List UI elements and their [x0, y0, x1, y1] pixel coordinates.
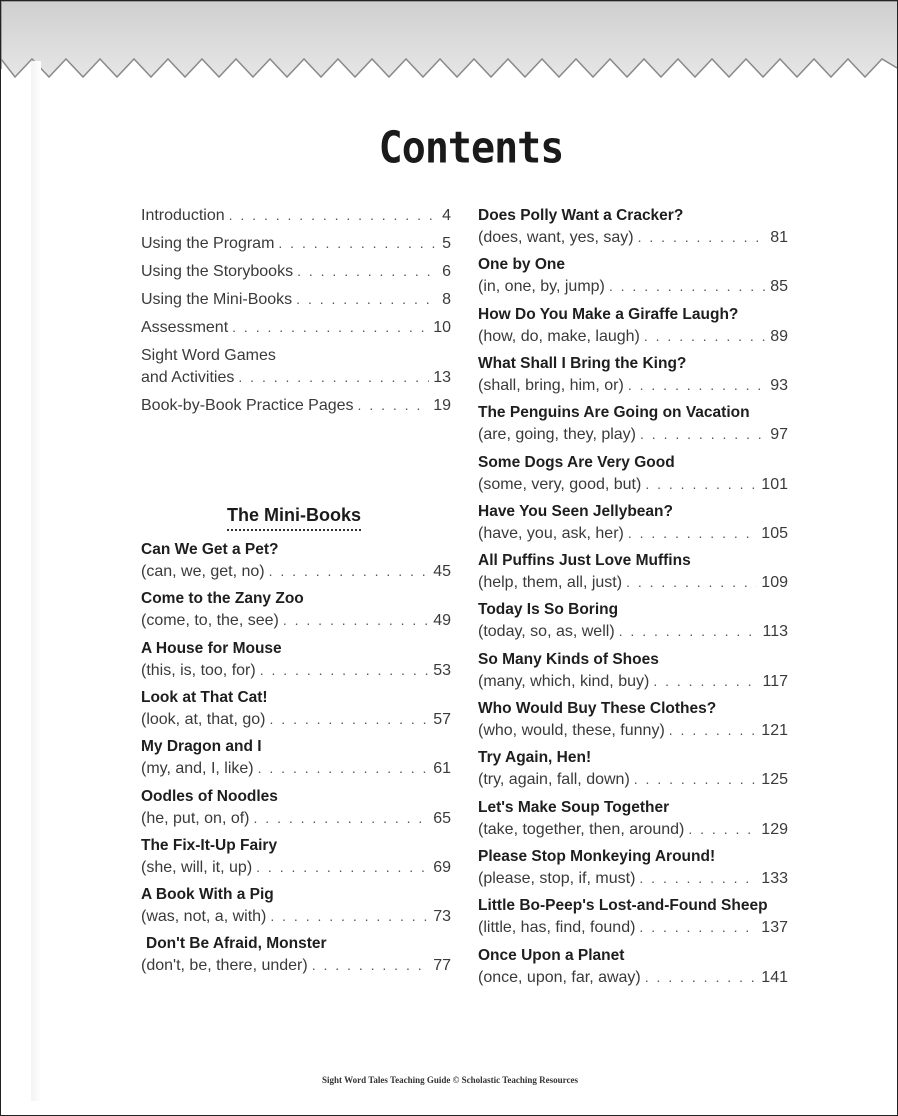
- entry-label: (little, has, find, found): [478, 919, 636, 937]
- dot-leader: [238, 369, 429, 385]
- front-matter-entry: [141, 207, 451, 225]
- mini-book-entry: [478, 476, 788, 494]
- mini-book-entry: [141, 957, 451, 975]
- mini-book-title: Once Upon a Planet: [478, 946, 625, 964]
- dot-leader: [609, 278, 766, 294]
- entry-label: (many, which, kind, buy): [478, 672, 650, 690]
- mini-book-title: All Puffins Just Love Muffins: [478, 552, 691, 570]
- page-number: 109: [761, 574, 788, 592]
- mini-book-entry: [478, 623, 788, 641]
- dot-leader: [640, 426, 766, 442]
- entry-label: and Activities: [141, 369, 235, 386]
- dot-leader: [283, 612, 429, 628]
- dot-leader: [628, 377, 766, 393]
- entry-label: Introduction: [141, 207, 225, 224]
- mini-book-entry: [478, 870, 788, 888]
- page-number: 125: [761, 771, 788, 789]
- page-number: 6: [442, 263, 451, 280]
- page-number: 45: [433, 563, 451, 580]
- mini-book-title: One by One: [478, 256, 565, 274]
- mini-book-entry: [478, 919, 788, 937]
- entry-label: (some, very, good, but): [478, 475, 642, 493]
- dot-leader: [270, 908, 429, 924]
- dot-leader: [269, 563, 430, 579]
- mini-books-heading: The Mini-Books: [227, 505, 361, 526]
- page-number: 61: [433, 760, 451, 778]
- dot-leader: [639, 870, 757, 886]
- dot-leader: [628, 525, 757, 541]
- entry-label: (are, going, they, play): [478, 426, 637, 444]
- entry-label: (this, is, too, for): [141, 661, 256, 679]
- entry-label: Using the Program: [141, 235, 275, 252]
- page-number: 57: [433, 710, 451, 728]
- page-number: 53: [433, 661, 451, 679]
- page-number: 133: [761, 869, 788, 887]
- mini-book-entry: [478, 673, 788, 691]
- dot-leader: [653, 673, 758, 689]
- dot-leader: [645, 969, 758, 985]
- mini-book-title: Look at That Cat!: [141, 688, 268, 706]
- mini-book-entry: [141, 711, 451, 729]
- mini-book-entry: [141, 563, 451, 581]
- heading-dotted-underline: [227, 529, 361, 531]
- entry-label: (in, one, by, jump): [478, 278, 605, 296]
- mini-book-title: Try Again, Hen!: [478, 749, 592, 767]
- entry-label: (look, at, that, go): [141, 710, 266, 728]
- page-footer: Sight Word Tales Teaching Guide © Scholastic Teaching Resources: [322, 1075, 578, 1085]
- dot-leader: [619, 623, 759, 639]
- mini-book-title: A Book With a Pig: [141, 886, 274, 904]
- page-number: 5: [442, 235, 451, 252]
- page-number: 10: [433, 319, 451, 336]
- entry-label: Book-by-Book Practice Pages: [141, 397, 354, 414]
- dot-leader: [638, 229, 767, 245]
- mini-book-entry: [141, 908, 451, 926]
- mini-book-entry: [141, 662, 451, 680]
- mini-book-entry: [478, 525, 788, 543]
- page-number: 121: [761, 722, 788, 739]
- dot-leader: [232, 319, 429, 335]
- mini-book-entry: [478, 969, 788, 987]
- mini-book-entry: [141, 859, 451, 877]
- front-matter-entry: [141, 369, 451, 387]
- page-number: 113: [762, 623, 788, 641]
- mini-book-title: Let's Make Soup Together: [478, 798, 670, 816]
- mini-book-entry: [141, 810, 451, 828]
- mini-book-title: A House for Mouse: [141, 639, 282, 657]
- front-matter-entry: [141, 263, 451, 281]
- page-number: 89: [770, 327, 788, 345]
- dot-leader: [688, 821, 757, 837]
- page-number: 4: [442, 207, 451, 224]
- page-number: 93: [770, 376, 788, 394]
- entry-label: (don't, be, there, under): [141, 957, 308, 975]
- dot-leader: [297, 263, 438, 279]
- page-number: 69: [433, 858, 451, 876]
- entry-label: (she, will, it, up): [141, 858, 253, 876]
- page-number: 137: [761, 919, 788, 937]
- dot-leader: [626, 574, 757, 590]
- dot-leader: [256, 859, 429, 875]
- dot-leader: [278, 235, 438, 251]
- entry-label: (shall, bring, him, or): [478, 376, 624, 394]
- mini-book-entry: [478, 722, 788, 740]
- mini-book-entry: [478, 229, 788, 247]
- mini-book-entry: [478, 278, 788, 296]
- dot-leader: [229, 207, 438, 223]
- mini-book-title: Does Polly Want a Cracker?: [478, 207, 684, 224]
- page-number: 65: [433, 809, 451, 827]
- dot-leader: [639, 919, 757, 935]
- dot-leader: [258, 760, 430, 776]
- entry-label: (take, together, then, around): [478, 820, 685, 838]
- page-number: 85: [770, 278, 788, 296]
- dot-leader: [669, 722, 758, 738]
- dot-leader: [254, 810, 430, 826]
- front-matter-entry: [141, 235, 451, 253]
- page-number: 105: [761, 524, 788, 542]
- mini-book-title: What Shall I Bring the King?: [478, 354, 687, 372]
- entry-label: (help, them, all, just): [478, 574, 623, 592]
- entry-label: (does, want, yes, say): [478, 229, 634, 246]
- mini-book-title: Please Stop Monkeying Around!: [478, 847, 716, 865]
- page-number: 97: [770, 426, 788, 444]
- entry-label: Using the Storybooks: [141, 263, 294, 280]
- page-spine-shadow: [31, 61, 41, 1101]
- front-matter-entry: [141, 397, 451, 415]
- page-number: 129: [761, 820, 788, 838]
- page-number: 8: [442, 291, 451, 308]
- mini-book-entry: [478, 328, 788, 346]
- mini-book-title: Come to the Zany Zoo: [141, 590, 304, 608]
- dot-leader: [358, 397, 430, 413]
- zigzag-header-band: [1, 1, 898, 91]
- entry-label: (have, you, ask, her): [478, 524, 624, 542]
- mini-book-title: Have You Seen Jellybean?: [478, 502, 673, 520]
- page-number: 141: [761, 968, 788, 986]
- page-number: 73: [433, 908, 451, 926]
- front-matter-entry: [141, 291, 451, 309]
- entry-label: (how, do, make, laugh): [478, 327, 640, 345]
- mini-book-title: Some Dogs Are Very Good: [478, 453, 675, 471]
- mini-book-entry: [141, 612, 451, 630]
- page-number: 101: [761, 475, 788, 493]
- entry-label: (who, would, these, funny): [478, 722, 665, 739]
- dot-leader: [296, 291, 438, 307]
- dot-leader: [644, 328, 766, 344]
- entry-label: Assessment: [141, 319, 229, 336]
- dot-leader: [270, 711, 430, 727]
- mini-book-title: Today Is So Boring: [478, 601, 619, 619]
- mini-book-entry: [478, 377, 788, 395]
- mini-book-entry: [478, 771, 788, 789]
- entry-label: (please, stop, if, must): [478, 869, 636, 887]
- dot-leader: [634, 771, 758, 787]
- mini-book-entry: [478, 821, 788, 839]
- mini-book-title: My Dragon and I: [141, 738, 262, 756]
- mini-book-entry: [141, 760, 451, 778]
- mini-book-title: Can We Get a Pet?: [141, 541, 279, 558]
- dot-leader: [260, 662, 430, 678]
- front-matter-label-line1: Sight Word Games: [141, 347, 276, 364]
- mini-book-title: Who Would Buy These Clothes?: [478, 700, 717, 717]
- dot-leader: [645, 476, 757, 492]
- entry-label: (he, put, on, of): [141, 809, 250, 827]
- entry-label: (was, not, a, with): [141, 908, 267, 926]
- page-title: Contents: [378, 122, 564, 174]
- entry-label: (once, upon, far, away): [478, 968, 641, 986]
- entry-label: (come, to, the, see): [141, 612, 279, 630]
- entry-label: (try, again, fall, down): [478, 771, 630, 789]
- mini-book-title: So Many Kinds of Shoes: [478, 650, 659, 668]
- mini-book-title: How Do You Make a Giraffe Laugh?: [478, 305, 739, 323]
- page-number: 117: [762, 672, 788, 690]
- page-number: 13: [433, 369, 451, 386]
- dot-leader: [312, 957, 429, 973]
- page-number: 81: [770, 229, 788, 246]
- entry-label: (can, we, get, no): [141, 563, 265, 580]
- entry-label: (my, and, I, like): [141, 760, 254, 778]
- entry-label: Using the Mini-Books: [141, 291, 293, 308]
- mini-book-title: The Fix-It-Up Fairy: [141, 836, 278, 854]
- mini-book-entry: [478, 574, 788, 592]
- mini-book-title: Little Bo-Peep's Lost-and-Found Sheep: [478, 897, 768, 915]
- front-matter-entry: [141, 319, 451, 337]
- page-number: 77: [433, 957, 451, 975]
- mini-book-title: Don't Be Afraid, Monster: [146, 935, 327, 953]
- entry-label: (today, so, as, well): [478, 623, 615, 641]
- page-number: 19: [433, 397, 451, 414]
- page-number: 49: [433, 612, 451, 630]
- mini-book-entry: [478, 426, 788, 444]
- mini-book-title: Oodles of Noodles: [141, 787, 278, 805]
- mini-book-title: The Penguins Are Going on Vacation: [478, 404, 750, 422]
